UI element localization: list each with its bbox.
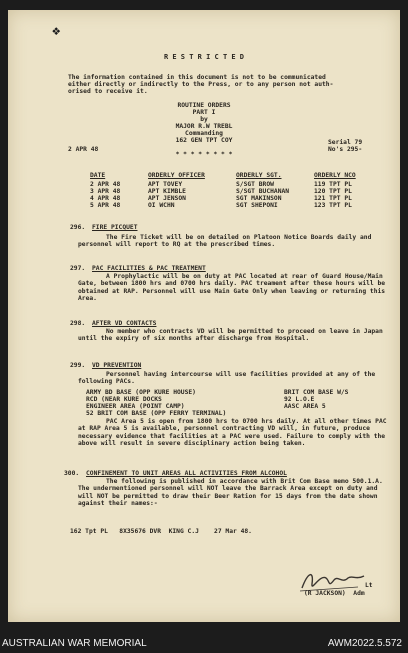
order-by: by — [200, 116, 208, 123]
order-commanding: Commanding — [185, 130, 223, 137]
warning-line-3: orised to receive it. — [68, 88, 148, 95]
item-number: 296. — [70, 224, 86, 231]
table-header-sgt: ORDERLY SGT. — [236, 172, 282, 179]
table-cell: S/SGT BROW — [236, 181, 274, 188]
document-page — [8, 10, 400, 622]
table-cell: APT TOVEY — [148, 181, 183, 188]
footer-institution: AUSTRALIAN WAR MEMORIAL — [2, 638, 147, 649]
table-cell: OI WCHN — [148, 202, 175, 209]
pac-location: 52 BRIT COM BASE (OPP FERRY TERMINAL) — [86, 410, 227, 417]
item-title: FIRE PICQUET — [92, 224, 138, 231]
item-body: PAC Area 5 is open from 1800 hrs to 0700 hrs daily. At all other times PAC at RAP Area 5 is available, personnel contracting VD will, in future, produce necessary evidence that facilities at a PAC were used. Failure to comply with the above will result in severe disciplinary action being taken. — [78, 418, 387, 448]
item-number: 297. — [70, 265, 86, 272]
item-body: The following is published in accordance with Brit Com Base memo 500.1.A. The undermentioned personnel will NOT leave the Barrack Area except on duty and will NOT be permitted to draw their Beer Ration for 15 days from the date shown against their names:- — [78, 478, 383, 508]
table-cell: 121 TPT PL — [314, 195, 352, 202]
footer-catalogue-number: AWM2022.5.572 — [327, 638, 402, 649]
item-body: A Prophylactic will be on duty at PAC located at rear of Guard House/Main Gate, between 1800 hrs and 0700 hrs daily. PAC treament after these hours will be obtained at RAP. Personnel will use Main Gate Only when leaving or returning this Area. — [78, 273, 386, 303]
item-number: 298. — [70, 320, 86, 327]
pac-location: 92 L.O.E — [284, 396, 315, 403]
classification: R E S T R I C T E D — [163, 53, 245, 61]
pac-location: ENGINEER AREA (POINT CAMP) — [86, 403, 185, 410]
table-cell: 120 TPT PL — [314, 188, 352, 195]
pac-location: BRIT COM BASE W/S — [284, 389, 349, 396]
item-title: AFTER VD CONTACTS — [92, 320, 157, 327]
item-body: No member who contracts VD will be permitted to proceed on leave in Japan until the expiry of six months after discharge from Hospital. — [78, 328, 383, 343]
table-cell: APT JENSON — [148, 195, 186, 202]
warning-line-2: either directly or indirectly to the Press, or to any person not auth- — [68, 81, 334, 88]
item-number: 300. — [64, 470, 80, 477]
order-officer: MAJOR R.W TREBL — [175, 123, 233, 130]
table-header-officer: ORDERLY OFFICER — [148, 172, 205, 179]
item-body: The Fire Ticket will be on detailed on Platoon Notice Boards daily and personnel will report to RQ at the prescribed times. — [78, 234, 372, 249]
table-cell: 4 APR 48 — [90, 195, 121, 202]
signature-rank: Lt — [365, 582, 373, 589]
item-intro: Personnel having intercourse will use facilities provided at any of the following PACs. — [78, 371, 376, 386]
punch-hole-icon: ❖ — [52, 23, 61, 39]
table-cell: APT KIMBLE — [148, 188, 186, 195]
item-title: CONFINEMENT TO UNIT AREAS ALL ACTIVITIES FROM ALCOHOL — [86, 470, 287, 477]
table-cell: 119 TPT PL — [314, 181, 352, 188]
warning-line-1: The information contained in this document is not to be communicated — [68, 74, 326, 81]
table-cell: SGT MAKINSON — [236, 195, 282, 202]
order-unit: 162 GEN TPT COY — [175, 137, 233, 144]
table-cell: 2 APR 48 — [90, 181, 121, 188]
item-title: VD PREVENTION — [92, 362, 142, 369]
signature-name: (R JACKSON) Adm — [304, 590, 365, 597]
order-part: PART I — [192, 109, 216, 116]
table-cell: SGT SHEPONI — [236, 202, 278, 209]
table-header-nco: ORDERLY NCO — [314, 172, 356, 179]
table-cell: S/SGT BUCHANAN — [236, 188, 290, 195]
order-date: 2 APR 48 — [68, 146, 99, 153]
table-cell: 123 TPT PL — [314, 202, 352, 209]
pac-location: RCD (NEAR KURE DOCKS — [86, 396, 162, 403]
footer-bar — [0, 624, 408, 653]
confinement-entry: 162 Tpt PL 8X35676 DVR KING C.J 27 Mar 48. — [70, 528, 252, 535]
table-header-date: DATE — [90, 172, 106, 179]
pac-location: ARMY BD BASE (OPP KURE HOUSE) — [86, 389, 196, 396]
table-cell: 5 APR 48 — [90, 202, 121, 209]
order-title: ROUTINE ORDERS — [177, 102, 231, 109]
item-title: PAC FACILITIES & PAC TREATMENT — [92, 265, 206, 272]
pac-location: AASC AREA 5 — [284, 403, 326, 410]
table-cell: 3 APR 48 — [90, 188, 121, 195]
divider-stars: * * * * * * * * — [175, 151, 233, 158]
item-number: 299. — [70, 362, 86, 369]
serial-number: Serial 79 — [328, 139, 363, 146]
order-numbers: No's 295- — [328, 146, 363, 153]
